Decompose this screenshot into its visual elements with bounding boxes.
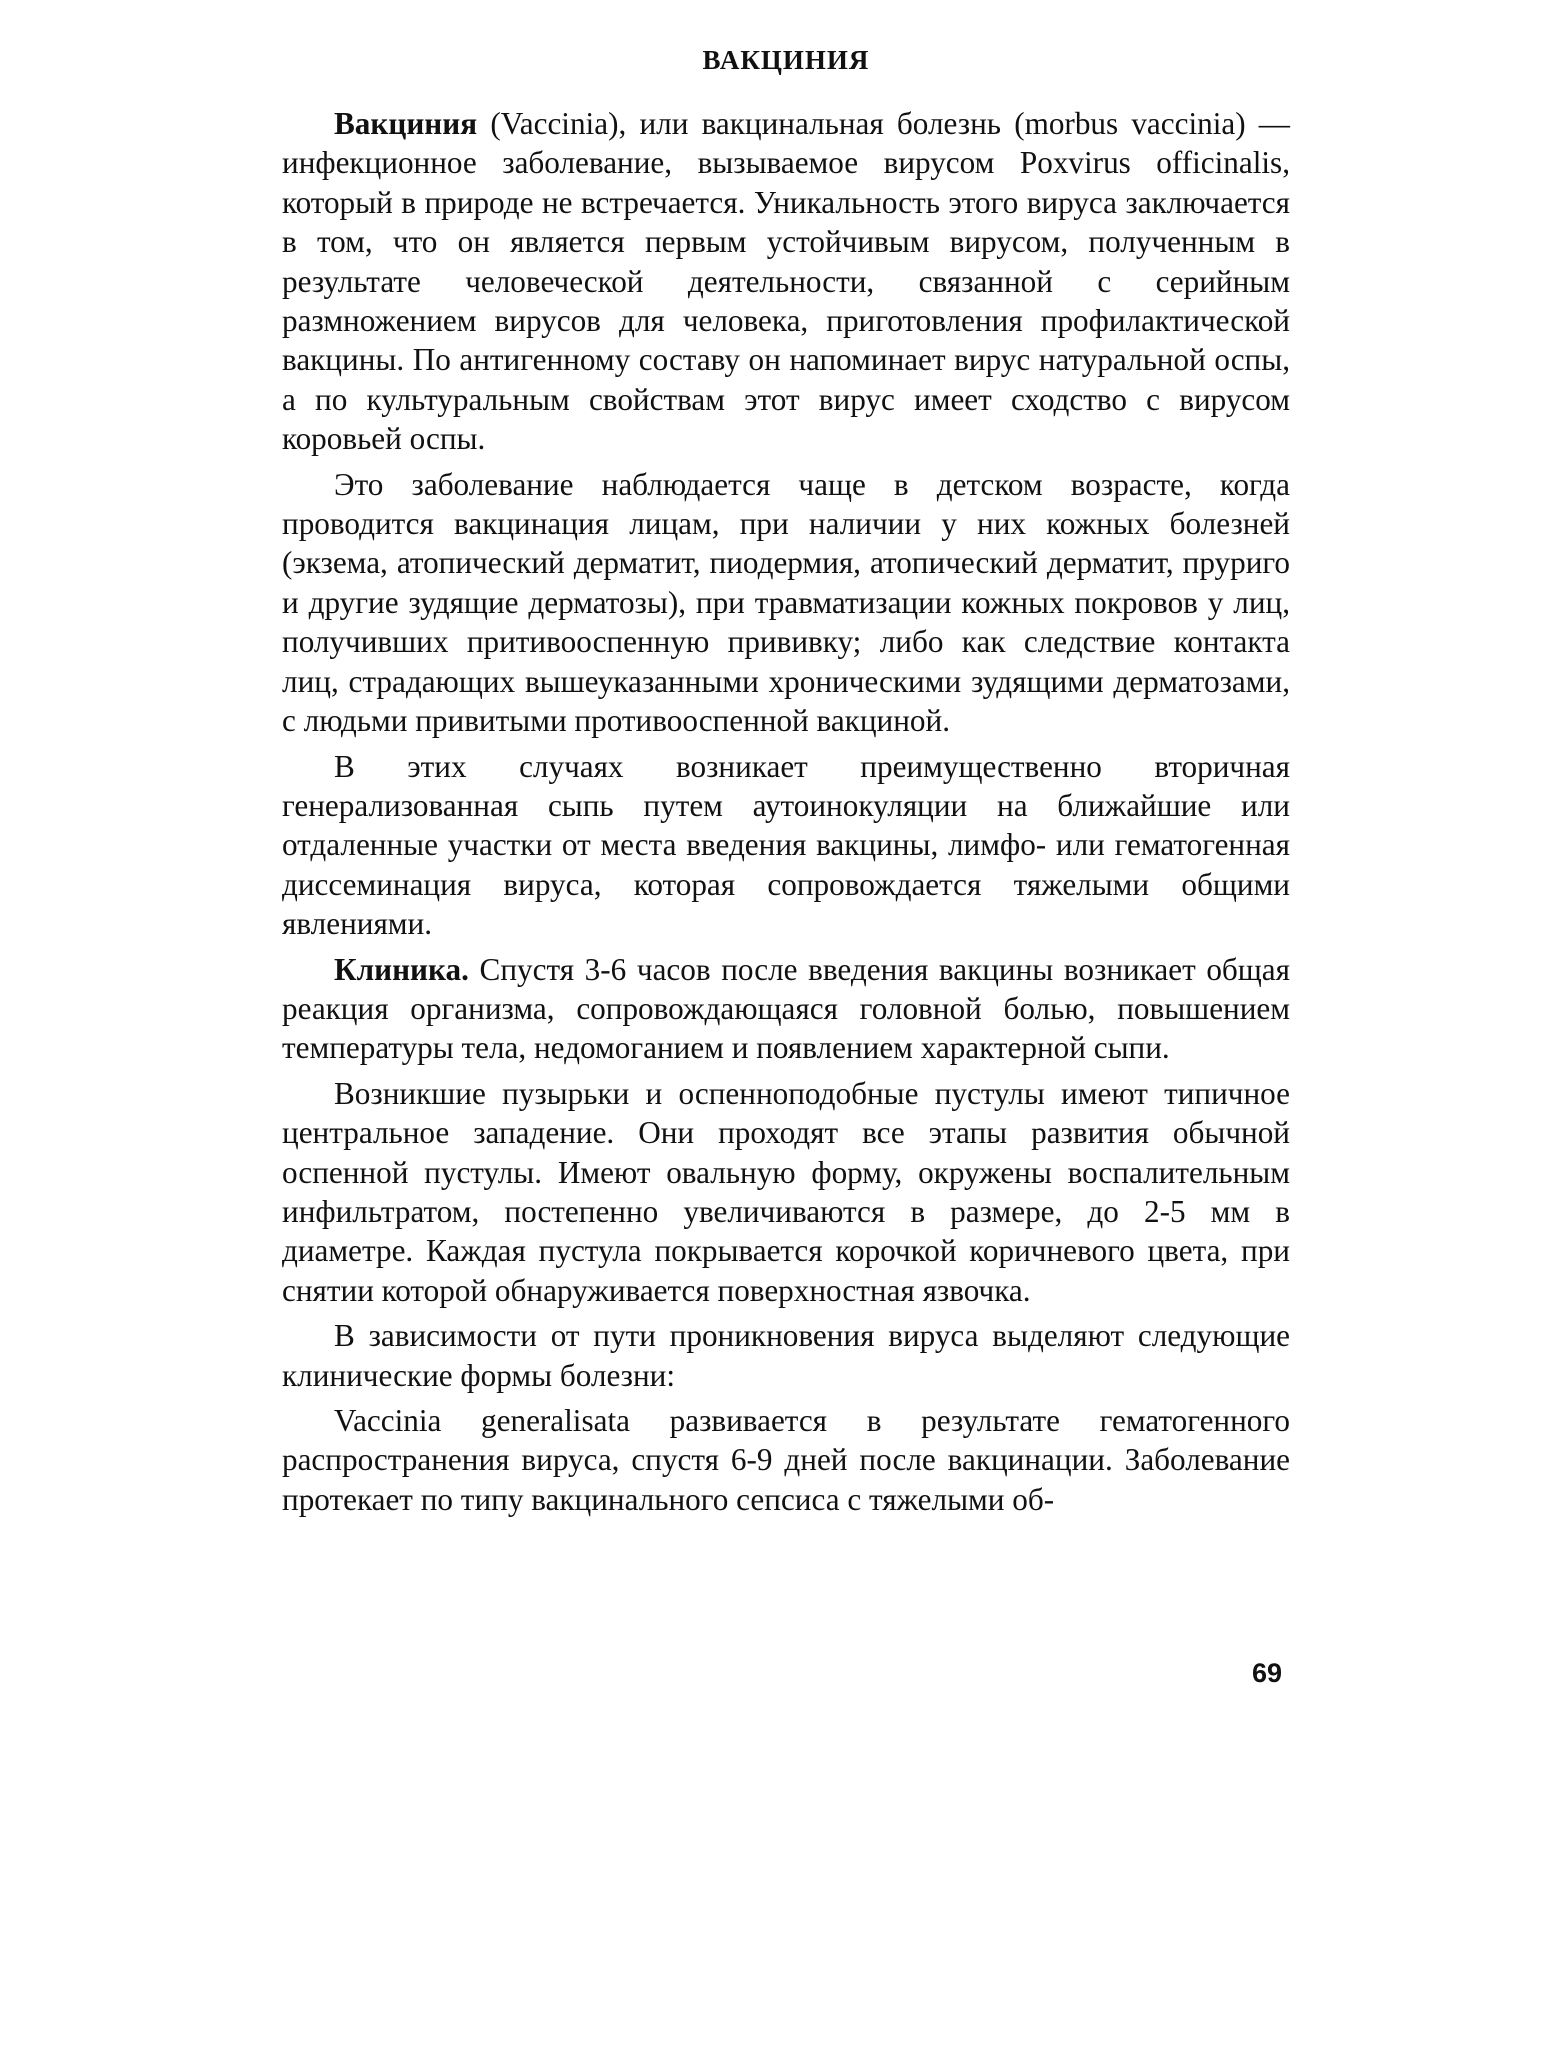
paragraph-lead: Вакциния [334, 106, 478, 141]
paragraph-forms-intro [282, 1316, 1290, 1395]
paragraph-occurrence [282, 465, 1290, 741]
paragraph-text: Возникшие пузырьки и оспенноподобные пустулы имеют типичное центральное западение. Они проходят все этапы развития обычной оспенной пустулы. Имеют овальную форму, окружены воспалительным инфильтратом, постепенно увеличиваются в размере, до 2-5 мм в диаметре. Каждая пустула покрывается корочкой коричневого цвета, при снятии которой обнаруживается поверхностная язвочка. [282, 1075, 1290, 1308]
paragraph-text: Это заболевание наблюдается чаще в детском возрасте, когда проводится вакцинация лицам, при наличии у них кожных болезней (экзема, атопический дерматит, пиодермия, атопический дерматит, пруриго и другие зудящие дерматозы), при травматизации кожных покровов у лиц, получивших притивооспенную прививку; либо как следствие контакта лиц, страдающих вышеуказанными хроническими зудящими дерматозами, с людьми привитыми противооспенной вакциной. [282, 466, 1290, 739]
paragraph-text: Vaccinia generalisata развивается в результате гематогенного распространения вируса, спустя 6-9 дней после вакцинации. Заболевание протекает по типу вакцинального сепсиса с тяжелыми об- [282, 1403, 1290, 1517]
paragraph-pustules [282, 1074, 1290, 1310]
page-title: ВАКЦИНИЯ [702, 45, 870, 75]
paragraph-text: В зависимости от пути проникновения вируса выделяют следующие клинические формы болезни: [282, 1318, 1290, 1393]
paragraph-text: Спустя 3-6 часов после введения вакцины возникает общая реакция организма, сопровождающаяся головной болью, повышением температуры тела, недомоганием и появлением характерной сыпи. [282, 951, 1290, 1066]
page-body [282, 36, 1290, 1525]
paragraph-definition [282, 104, 1290, 459]
page-number: 69 [1252, 1658, 1283, 1688]
paragraph-clinic [282, 950, 1290, 1068]
paragraph-generalization [282, 747, 1290, 944]
paragraph-text: В этих случаях возникает преимущественно вторичная генерализованная сыпь путем аутоинокуляции на ближайшие или отдаленные участки от места введения вакцины, лимфо- или гематогенная диссеминация вируса, которая сопровождается тяжелыми общими явлениями. [282, 748, 1290, 942]
paragraph-lead: Клиника. [334, 951, 469, 987]
paragraph-generalisata [282, 1401, 1290, 1519]
paragraph-text: (Vaccinia), или вакцинальная болезнь (morbus vaccinia) — инфекционное заболевание, вызываемое вирусом Poxvirus officinalis, который в природе не встречается. Уникальность этого вируса заключается в том, что он является первым устойчивым вирусом, полученным в результате человеческой деятельности, связанной с серийным размножением вирусов для человека, приготовления профилактической вакцины. По антигенному составу он напоминает вирус натуральной оспы, а по культуральным свойствам этот вирус имеет сходство с вирусом коровьей оспы. [282, 106, 1290, 457]
